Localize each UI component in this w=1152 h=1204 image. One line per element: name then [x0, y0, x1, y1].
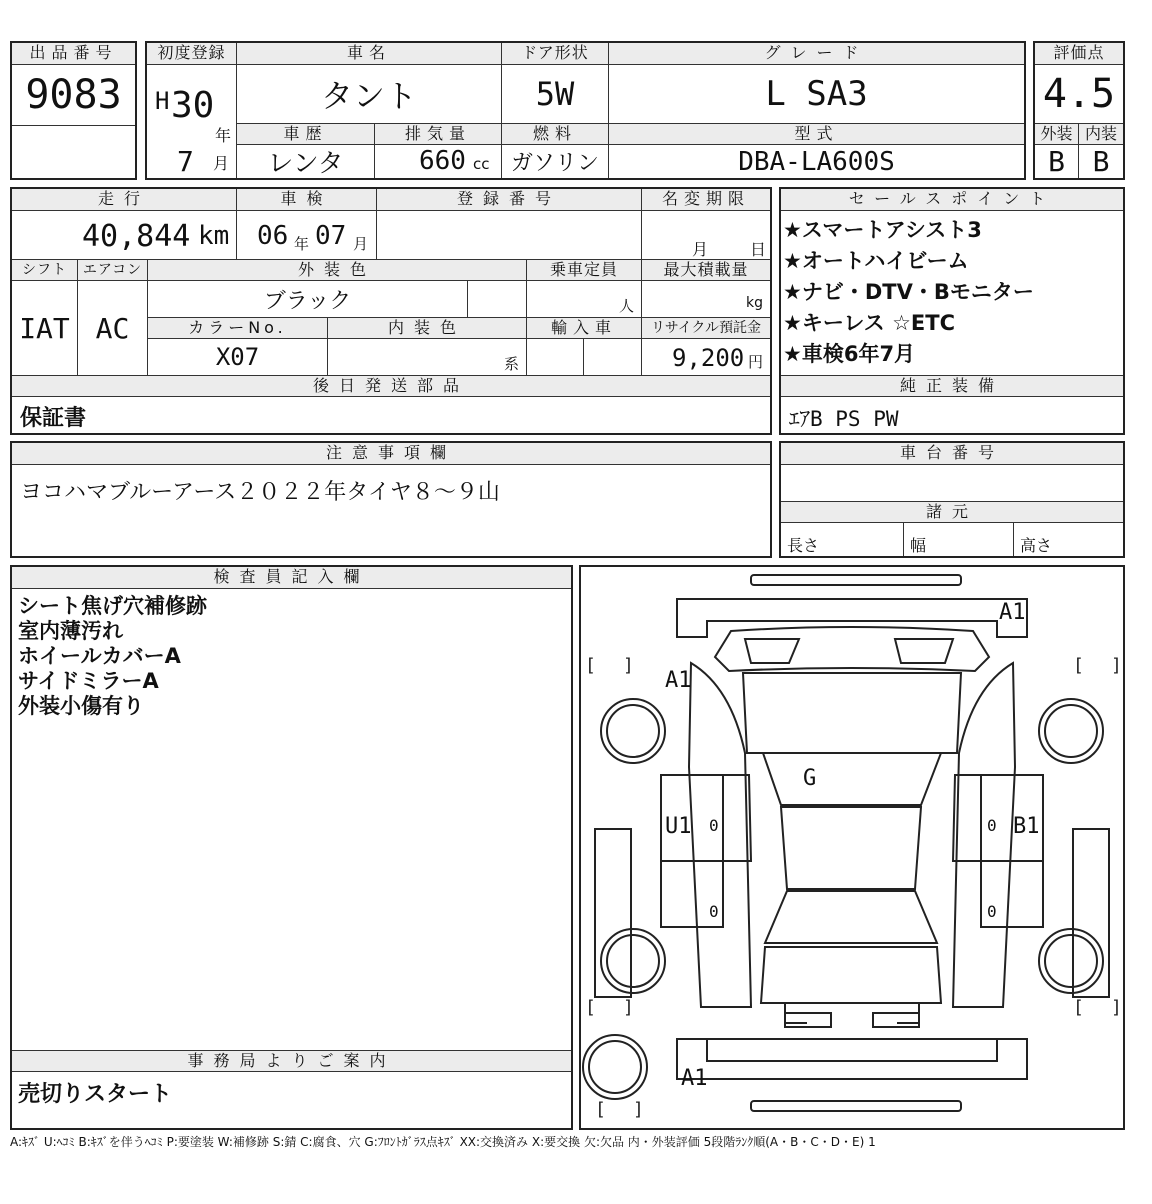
deadline-label: 名変期限	[642, 189, 770, 211]
recycle-cell	[642, 339, 770, 375]
office-label: 事務局よりご案内	[12, 1050, 571, 1072]
svg-text:[: [	[595, 1099, 606, 1120]
svg-text:[: [	[585, 997, 596, 1018]
chassis-label: 車台番号	[781, 443, 1123, 465]
zero-mark: 0	[709, 816, 719, 835]
inspector-item: 外装小傷有り	[18, 694, 144, 718]
inspector-notes	[18, 594, 568, 719]
capacity-label: 乗車定員	[527, 259, 642, 281]
svg-text:[: [	[585, 655, 596, 676]
equipment: ｴｱB PS PW	[789, 407, 899, 431]
equip-label: 純正装備	[781, 375, 1123, 397]
zero-mark: 0	[709, 902, 719, 921]
width-label: 幅	[910, 536, 927, 555]
first-reg-label: 初度登録	[147, 43, 237, 65]
exterior-label: 外装	[1035, 123, 1079, 145]
later-parts: 保証書	[20, 406, 87, 431]
insp-year: 06	[257, 221, 289, 251]
svg-text:]: ]	[1111, 997, 1122, 1018]
import-a	[527, 339, 584, 375]
capacity-unit: 人	[619, 297, 635, 315]
inspector-item: ホイールカバーA	[18, 644, 181, 668]
length-cell	[781, 523, 904, 556]
notes-box	[10, 441, 772, 558]
sales-box	[779, 187, 1125, 435]
lot-number-blank	[12, 125, 135, 178]
score-label: 評価点	[1035, 43, 1123, 65]
displacement-cell	[375, 145, 502, 178]
reg-month: 7	[177, 145, 194, 178]
era: H	[155, 87, 170, 115]
insp-month-unit: 月	[353, 235, 369, 253]
load-unit: kg	[746, 295, 763, 311]
inspector-box	[10, 565, 573, 1130]
spec-label: 諸元	[781, 501, 1123, 523]
color-label: 外装色	[148, 259, 527, 281]
reg-month-unit: 月	[213, 154, 230, 173]
inspector-item: シート焦げ穴補修跡	[18, 594, 207, 618]
svg-text:]: ]	[623, 655, 634, 676]
displacement-unit: cc	[473, 155, 490, 173]
damage-mark-front-right: A1	[999, 600, 1026, 625]
vehicle-info-box	[145, 41, 1026, 180]
damage-mark-rear: A1	[681, 1066, 708, 1091]
mileage-unit: km	[198, 221, 230, 251]
grade: L SA3	[765, 74, 868, 114]
damage-mark-front-left: A1	[665, 668, 692, 693]
later-label: 後日発送部品	[12, 375, 770, 397]
shift: IAT	[12, 281, 78, 375]
displacement-label: 排気量	[375, 123, 502, 145]
mileage-cell	[12, 211, 237, 259]
ac-label: エアコン	[78, 259, 148, 281]
history: レンタ	[237, 145, 375, 178]
sales-point: ★スマートアシスト3	[783, 218, 982, 242]
mileage-label: 走行	[12, 189, 237, 211]
model-label: 型式	[609, 123, 1024, 145]
int-color-label: 内装色	[328, 317, 527, 339]
regno-value	[377, 211, 642, 259]
svg-text:]: ]	[623, 997, 634, 1018]
inspector-label: 検査員記入欄	[12, 567, 571, 589]
car-name-label: 車名	[237, 43, 502, 65]
inspection-label: 車検	[237, 189, 377, 211]
recycle-label: リサイクル預託金	[642, 317, 770, 339]
color: ブラック	[148, 281, 468, 317]
color-no-label: カラーNo.	[148, 317, 328, 339]
grade-label: グレード	[609, 43, 1024, 65]
import-label: 輸入車	[527, 317, 642, 339]
sales-label: セールスポイント	[781, 189, 1123, 211]
shift-label: シフト	[12, 259, 78, 281]
load-cell	[642, 281, 770, 317]
first-reg-cell	[147, 65, 237, 178]
inspector-item: 室内薄汚れ	[18, 619, 123, 643]
height-label: 高さ	[1020, 536, 1053, 555]
score-box	[1033, 41, 1125, 180]
zero-mark: 0	[987, 902, 997, 921]
inspection-cell	[237, 211, 377, 259]
interior-label: 内装	[1079, 123, 1123, 145]
capacity-cell	[527, 281, 642, 317]
chassis-number	[781, 465, 1123, 501]
sales-point: ★ナビ・DTV・Bモニター	[783, 280, 1034, 304]
svg-text:]: ]	[633, 1099, 644, 1120]
svg-text:]: ]	[1111, 655, 1122, 676]
sales-point: ★オートハイビーム	[783, 249, 969, 273]
damage-mark-right-door: B1	[1013, 814, 1040, 839]
car-name: タント	[237, 65, 502, 123]
model-code: DBA-LA600S	[738, 146, 895, 177]
deadline-month-unit: 月	[692, 240, 709, 259]
door-label: ドア形状	[502, 43, 609, 65]
chassis-box	[779, 441, 1125, 558]
lot-number-label: 出品番号	[12, 43, 135, 65]
score: 4.5	[1042, 71, 1116, 117]
door-type: 5W	[502, 65, 609, 123]
height-cell	[1014, 523, 1123, 556]
reg-year-unit: 年	[215, 126, 232, 145]
color-extra	[468, 281, 527, 317]
exterior-grade: B	[1035, 145, 1079, 178]
deadline-cell	[642, 211, 770, 259]
int-color-unit: 系	[504, 355, 520, 373]
damage-mark-glass: G	[803, 766, 817, 791]
car-diagram-box	[579, 565, 1125, 1130]
svg-text:[: [	[1073, 997, 1084, 1018]
sales-points	[783, 218, 1123, 373]
legend: A:ｷｽﾞ U:ﾍｺﾐ B:ｷｽﾞを伴うﾍｺﾐ P:要塗装 W:補修跡 S:錆 C:腐食、穴 G:ﾌﾛﾝﾄｶﾞﾗｽ点ｷｽﾞ XX:交換済み X:要交換 欠:欠品 内・外装評価 5段階ﾗﾝｸ順(A・B・C・D・E) 1	[10, 1135, 876, 1149]
mileage: 40,844	[82, 219, 191, 254]
lot-number-box	[10, 41, 137, 180]
regno-label: 登録番号	[377, 189, 642, 211]
notes: ヨコハマブルーアース２０２２年タイヤ８～９山	[20, 480, 500, 505]
notes-label: 注意事項欄	[12, 443, 770, 465]
load-label: 最大積載量	[642, 259, 770, 281]
reg-year: 30	[171, 85, 215, 126]
interior-grade: B	[1092, 145, 1110, 178]
office-note: 売切りスタート	[18, 1082, 173, 1107]
insp-month: 07	[315, 221, 347, 251]
length-label: 長さ	[787, 536, 820, 555]
int-color-cell	[328, 339, 527, 375]
history-label: 車歴	[237, 123, 375, 145]
sales-point: ★キーレス ☆ETC	[783, 311, 955, 335]
import-b	[584, 339, 642, 375]
displacement: 660	[419, 146, 466, 176]
details-box	[10, 187, 772, 435]
svg-text:[: [	[1073, 655, 1084, 676]
inspector-item: サイドミラーA	[18, 669, 159, 693]
ac: AC	[78, 281, 148, 375]
sales-point: ★車検6年7月	[783, 342, 916, 366]
zero-mark: 0	[987, 816, 997, 835]
color-no: X07	[148, 339, 328, 375]
car-diagram	[581, 567, 1123, 1128]
fuel-label: 燃料	[502, 123, 609, 145]
deadline-day-unit: 日	[750, 240, 767, 259]
fuel: ガソリン	[502, 145, 609, 178]
recycle-unit: 円	[748, 353, 764, 371]
damage-mark-left-door: U1	[665, 814, 692, 839]
width-cell	[904, 523, 1014, 556]
recycle: 9,200	[672, 344, 745, 372]
insp-year-unit: 年	[294, 235, 310, 253]
lot-number: 9083	[25, 72, 122, 118]
